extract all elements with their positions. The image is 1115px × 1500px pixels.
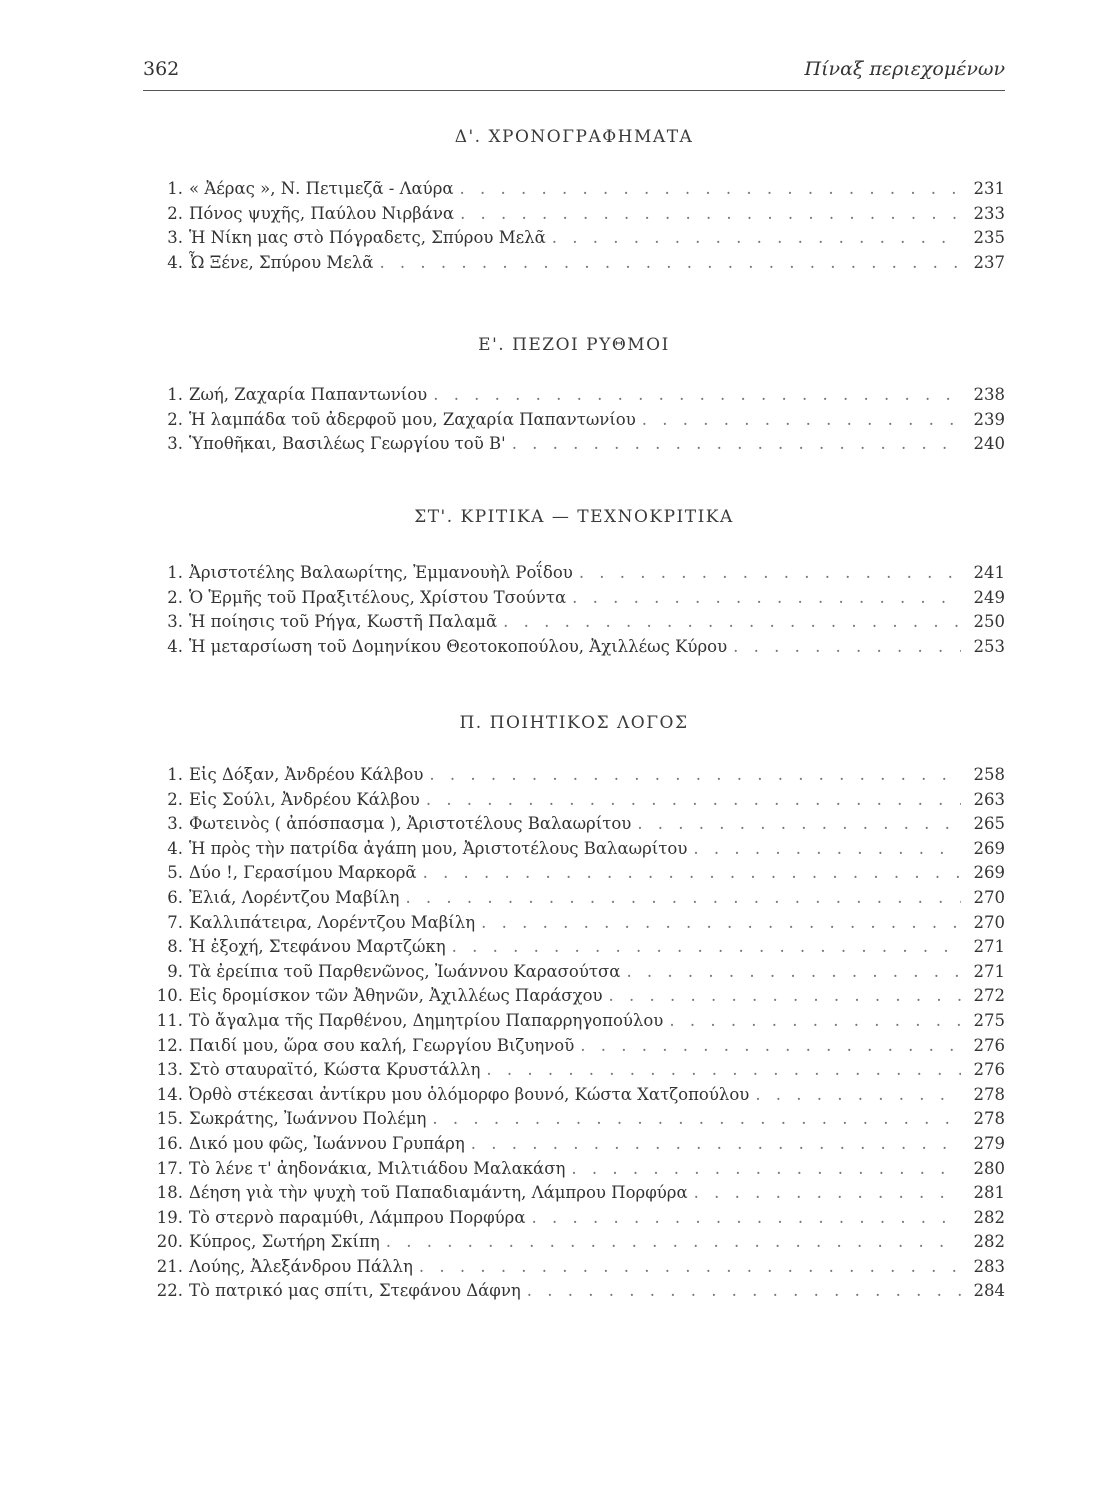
leader-dots xyxy=(429,763,961,788)
entry-title: Τὸ στερνὸ παραμύθι, Λάμπρου Πορφύρα xyxy=(189,1207,526,1227)
entry-number: 16. xyxy=(156,1133,183,1153)
entry-page: 239 xyxy=(973,409,1005,429)
entry-page: 282 xyxy=(973,1232,1005,1252)
entry-title: Καλλιπάτειρα, Λορέντζου Μαβίλη xyxy=(189,912,476,932)
entry-title: Κύπρος, Σωτήρη Σκίπη xyxy=(189,1232,380,1252)
toc-entry[interactable] xyxy=(143,408,1005,433)
entry-title: Πόνος ψυχῆς, Παύλου Νιρβάνα xyxy=(189,203,455,223)
leader-dots xyxy=(580,1034,961,1059)
entry-page: 276 xyxy=(973,1060,1005,1080)
entry-title: Ἡ ἐξοχή, Στεφάνου Μαρτζώκη xyxy=(189,937,446,957)
entry-title: Δέηση γιὰ τὴν ψυχὴ τοῦ Παπαδιαμάντη, Λάμπρου Πορφύρα xyxy=(189,1183,688,1203)
entry-page: 269 xyxy=(973,863,1005,883)
leader-dots xyxy=(552,226,961,251)
toc-entry[interactable] xyxy=(143,1206,1005,1231)
toc-entry[interactable] xyxy=(143,1230,1005,1255)
header-rule xyxy=(143,90,1005,91)
entry-number: 4. xyxy=(167,252,183,272)
leader-dots xyxy=(426,788,961,813)
entry-page: 270 xyxy=(973,912,1005,932)
entry-page: 263 xyxy=(973,789,1005,809)
toc-entry[interactable] xyxy=(143,1181,1005,1206)
entry-number: 22. xyxy=(156,1281,183,1301)
leader-dots xyxy=(423,861,961,886)
entry-number: 8. xyxy=(167,937,183,957)
toc-entry[interactable] xyxy=(143,861,1005,886)
entry-number: 3. xyxy=(167,612,183,632)
entry-number: 1. xyxy=(167,179,183,198)
toc-entry[interactable] xyxy=(143,763,1005,788)
entry-title: Δύο !, Γερασίμου Μαρκορᾶ xyxy=(189,863,417,883)
entry-title: Λούης, Ἀλεξάνδρου Πάλλη xyxy=(189,1256,413,1276)
entry-page: 265 xyxy=(973,814,1005,834)
entry-title: Σωκράτης, Ἰωάννου Πολέμη xyxy=(189,1109,427,1129)
entry-title: Εἰς Σούλι, Ἀνδρέου Κάλβου xyxy=(189,789,420,809)
toc-entry[interactable] xyxy=(143,610,1005,635)
leader-dots xyxy=(626,960,961,985)
entry-number: 3. xyxy=(167,228,183,248)
toc-entry[interactable] xyxy=(143,432,1005,457)
entry-page: 282 xyxy=(973,1207,1005,1227)
leader-dots xyxy=(571,1157,961,1182)
entry-page: 279 xyxy=(973,1133,1005,1153)
entry-number: 12. xyxy=(156,1035,183,1055)
leader-dots xyxy=(419,1255,961,1280)
entry-page: 233 xyxy=(973,203,1005,223)
toc-entry[interactable] xyxy=(143,886,1005,911)
toc-entry[interactable] xyxy=(143,383,1005,408)
toc-entry[interactable] xyxy=(143,1083,1005,1108)
entry-page: 284 xyxy=(973,1281,1005,1301)
entry-page: 250 xyxy=(973,612,1005,632)
leader-dots xyxy=(460,202,961,227)
entry-page: 253 xyxy=(973,636,1005,656)
leader-dots xyxy=(432,1107,961,1132)
entry-number: 20. xyxy=(156,1232,183,1252)
entry-number: 3. xyxy=(167,814,183,834)
entry-title: Στὸ σταυραϊτό, Κώστα Κρυστάλλη xyxy=(189,1060,481,1080)
toc-entry[interactable] xyxy=(143,1107,1005,1132)
entry-number: 10. xyxy=(156,986,183,1006)
leader-dots xyxy=(527,1279,961,1304)
section-entries-kritika xyxy=(143,561,1005,659)
entry-number: 5. xyxy=(167,863,183,883)
entry-title: Ὀρθὸ στέκεσαι ἀντίκρυ μου ὁλόμορφο βουνό, Κώστα Χατζοπούλου xyxy=(189,1084,750,1104)
entry-number: 7. xyxy=(167,912,183,932)
toc-entry[interactable] xyxy=(143,635,1005,660)
leader-dots xyxy=(481,911,961,936)
toc-entry[interactable] xyxy=(143,1034,1005,1059)
entry-title: Ἡ πρὸς τὴν πατρίδα ἀγάπη μου, Ἀριστοτέλους Βαλαωρίτου xyxy=(189,838,688,858)
toc-entry[interactable] xyxy=(143,1157,1005,1182)
entry-page: 241 xyxy=(973,563,1005,582)
entry-title: Εἰς Δόξαν, Ἀνδρέου Κάλβου xyxy=(189,765,424,784)
entry-number: 17. xyxy=(156,1158,183,1178)
entry-page: 276 xyxy=(973,1035,1005,1055)
toc-entry[interactable] xyxy=(143,812,1005,837)
section-title-poiitikos-logos: Π. ΠΟΙΗΤΙΚΟΣ ΛΟΓΟΣ xyxy=(459,713,689,733)
section-entries-chronographimata xyxy=(143,177,1005,275)
leader-dots xyxy=(405,886,961,911)
toc-entry[interactable] xyxy=(143,226,1005,251)
leader-dots xyxy=(386,1230,961,1255)
entry-title: Ὁ Ἑρμῆς τοῦ Πραξιτέλους, Χρίστου Τσούντα xyxy=(189,587,567,607)
toc-entry[interactable] xyxy=(143,561,1005,586)
section-entries-pezoi-rythmoi xyxy=(143,383,1005,457)
entry-title: Φωτεινὸς ( ἀπόσπασμα ), Ἀριστοτέλους Βαλαωρίτου xyxy=(189,814,632,834)
entry-page: 270 xyxy=(973,887,1005,907)
entry-number: 19. xyxy=(156,1207,183,1227)
entry-title: Τὸ ἄγαλμα τῆς Παρθένου, Δημητρίου Παπαρρηγοπούλου xyxy=(189,1010,664,1030)
entry-page: 235 xyxy=(973,228,1005,248)
leader-dots xyxy=(733,635,961,660)
entry-number: 2. xyxy=(167,789,183,809)
entry-number: 2. xyxy=(167,587,183,607)
entry-page: 269 xyxy=(973,838,1005,858)
entry-title: Τὸ λένε τ' ἀηδονάκια, Μιλτιάδου Μαλακάση xyxy=(189,1158,566,1178)
entry-number: 14. xyxy=(156,1084,183,1104)
entry-title: Ὦ Ξένε, Σπύρου Μελᾶ xyxy=(189,252,374,272)
entry-page: 238 xyxy=(973,385,1005,404)
entry-number: 11. xyxy=(156,1010,183,1030)
leader-dots xyxy=(452,935,961,960)
page-number: 362 xyxy=(143,58,180,80)
leader-dots xyxy=(579,561,961,586)
section-entries-poiitikos-logos xyxy=(143,763,1005,1304)
entry-page: 271 xyxy=(973,937,1005,957)
entry-number: 18. xyxy=(156,1183,183,1203)
leader-dots xyxy=(755,1083,961,1108)
toc-entry[interactable] xyxy=(143,935,1005,960)
entry-page: 275 xyxy=(973,1010,1005,1030)
entry-page: 278 xyxy=(973,1084,1005,1104)
leader-dots xyxy=(572,586,961,611)
toc-entry[interactable] xyxy=(143,1058,1005,1083)
entry-title: Ἡ ποίησις τοῦ Ρήγα, Κωστῆ Παλαμᾶ xyxy=(189,612,498,632)
entry-page: 271 xyxy=(973,961,1005,981)
section-title-kritika: ΣΤ'. ΚΡΙΤΙΚΑ — ΤΕΧΝΟΚΡΙΤΙΚΑ xyxy=(414,507,734,527)
entry-number: 2. xyxy=(167,409,183,429)
entry-page: 231 xyxy=(973,179,1005,198)
entry-number: 6. xyxy=(167,887,183,907)
entry-page: 272 xyxy=(973,986,1005,1006)
entry-number: 15. xyxy=(156,1109,183,1129)
entry-page: 258 xyxy=(973,765,1005,784)
entry-title: Ἡ μεταρσίωση τοῦ Δομηνίκου Θεοτοκοπούλου, Ἀχιλλέως Κύρου xyxy=(189,636,728,656)
leader-dots xyxy=(486,1058,961,1083)
leader-dots xyxy=(460,177,961,202)
entry-title: Τὰ ἐρείπια τοῦ Παρθενῶνος, Ἰωάννου Καρασούτσα xyxy=(189,961,621,981)
leader-dots xyxy=(532,1206,962,1231)
entry-title: Ἀριστοτέλης Βαλαωρίτης, Ἐμμανουὴλ Ροΐδου xyxy=(189,563,573,582)
entry-number: 9. xyxy=(167,961,183,981)
entry-number: 1. xyxy=(167,563,183,582)
leader-dots xyxy=(379,251,961,276)
entry-number: 21. xyxy=(156,1256,183,1276)
entry-page: 278 xyxy=(973,1109,1005,1129)
entry-title: Τὸ πατρικό μας σπίτι, Στεφάνου Δάφνη xyxy=(189,1281,521,1301)
section-title-chronographimata: Δ'. ΧΡΟΝΟΓΡΑΦΗΜΑΤΑ xyxy=(454,127,694,147)
page-header xyxy=(143,58,1005,80)
leader-dots xyxy=(433,383,961,408)
entry-number: 1. xyxy=(167,765,183,784)
entry-number: 3. xyxy=(167,434,183,454)
toc-entry[interactable] xyxy=(143,1279,1005,1304)
entry-title: « Ἀέρας », Ν. Πετιμεζᾶ - Λαύρα xyxy=(189,179,454,198)
leader-dots xyxy=(669,1009,961,1034)
leader-dots xyxy=(609,984,961,1009)
entry-title: Ὑποθῆκαι, Βασιλέως Γεωργίου τοῦ Β' xyxy=(189,434,506,454)
leader-dots xyxy=(512,432,961,457)
toc-entry[interactable] xyxy=(143,837,1005,862)
entry-page: 281 xyxy=(973,1183,1005,1203)
entry-title: Δικό μου φῶς, Ἰωάννου Γρυπάρη xyxy=(189,1133,465,1153)
toc-entry[interactable] xyxy=(143,251,1005,276)
toc-entry[interactable] xyxy=(143,177,1005,202)
entry-title: Εἰς δρομίσκον τῶν Ἀθηνῶν, Ἀχιλλέως Παράσχου xyxy=(189,986,603,1006)
entry-title: Παιδί μου, ὥρα σου καλή, Γεωργίου Βιζυηνοῦ xyxy=(189,1035,575,1055)
leader-dots xyxy=(694,1181,961,1206)
toc-entry[interactable] xyxy=(143,1132,1005,1157)
entry-title: Ἐλιά, Λορέντζου Μαβίλη xyxy=(189,887,400,907)
toc-entry[interactable] xyxy=(143,202,1005,227)
toc-entry[interactable] xyxy=(143,788,1005,813)
toc-entry[interactable] xyxy=(143,984,1005,1009)
leader-dots xyxy=(637,812,961,837)
entry-title: Ζωή, Ζαχαρία Παπαντωνίου xyxy=(189,385,428,404)
leader-dots xyxy=(471,1132,961,1157)
entry-number: 13. xyxy=(156,1060,183,1080)
leader-dots xyxy=(693,837,961,862)
entry-number: 1. xyxy=(167,385,183,404)
entry-number: 4. xyxy=(167,838,183,858)
entry-page: 237 xyxy=(973,252,1005,272)
entry-title: Ἡ Νίκη μας στὸ Πόγραδετς, Σπύρου Μελᾶ xyxy=(189,228,546,248)
running-title: Πίναξ περιεχομένων xyxy=(804,58,1005,80)
entry-number: 4. xyxy=(167,636,183,656)
section-title-pezoi-rythmoi: Ε'. ΠΕΖΟΙ ΡΥΘΜΟΙ xyxy=(478,335,670,355)
toc-entry[interactable] xyxy=(143,911,1005,936)
leader-dots xyxy=(642,408,961,433)
entry-number: 2. xyxy=(167,203,183,223)
toc-entry[interactable] xyxy=(143,1009,1005,1034)
entry-title: Ἡ λαμπάδα τοῦ ἀδερφοῦ μου, Ζαχαρία Παπαντωνίου xyxy=(189,409,636,429)
leader-dots xyxy=(503,610,961,635)
entry-page: 249 xyxy=(973,587,1005,607)
toc-entry[interactable] xyxy=(143,586,1005,611)
entry-page: 280 xyxy=(973,1158,1005,1178)
entry-page: 283 xyxy=(973,1256,1005,1276)
entry-page: 240 xyxy=(973,434,1005,454)
toc-entry[interactable] xyxy=(143,1255,1005,1280)
toc-entry[interactable] xyxy=(143,960,1005,985)
